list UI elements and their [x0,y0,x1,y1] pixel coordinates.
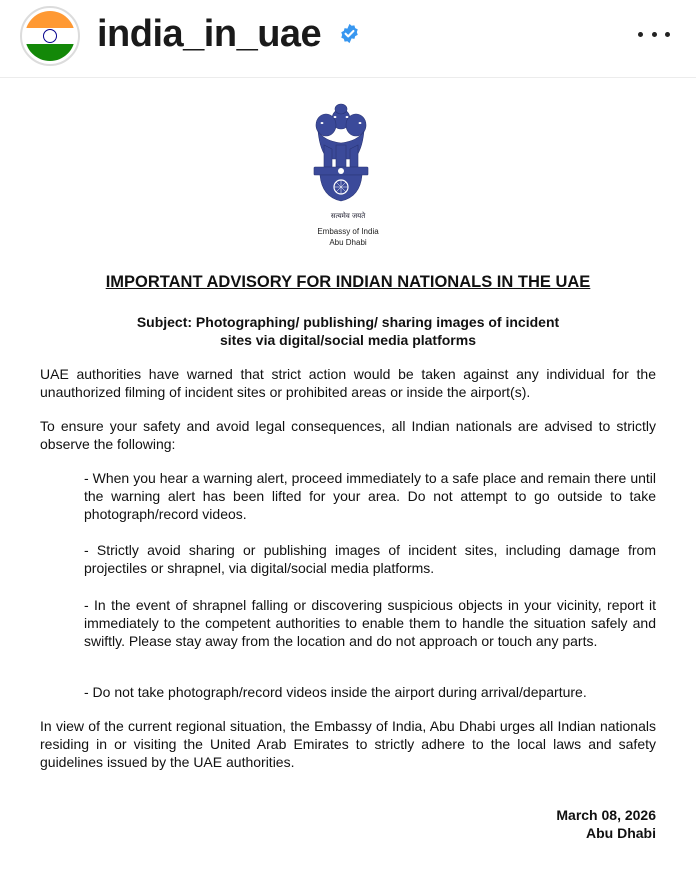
username[interactable]: india_in_uae [97,13,322,55]
more-options-icon[interactable] [634,22,674,46]
advisory-point: - Do not take photograph/record videos inside the airport during arrival/departure. [84,684,587,700]
post-header [0,0,696,78]
paragraph-intro: UAE authorities have warned that strict action would be taken against any individual for the unauthorized filming of incident sites or prohibited areas or inside the airport(s). [40,366,656,400]
embassy-city: Abu Dhabi [329,238,367,247]
letter-date: March 08, 2026 [556,807,656,823]
post-image [0,79,696,885]
advisory-point: - When you hear a warning alert, proceed immediately to a safe place and remain there until the warning alert has been lifted for your area. Do not attempt to go outside to take photograph/record videos. [84,470,656,522]
advisory-title: IMPORTANT ADVISORY FOR INDIAN NATIONALS IN THE UAE [105,273,591,291]
embassy-name: Embassy of India [317,227,379,236]
national-emblem-icon [302,101,380,211]
advisory-subject: Subject: Photographing/ publishing/ sharing images of incident sites via digital/social media platforms [136,314,560,348]
avatar[interactable] [20,6,80,66]
emblem-motto: सत्यमेव जयते [330,212,366,220]
india-flag-icon [25,11,75,61]
verified-badge-icon [339,23,360,44]
advisory-point: - Strictly avoid sharing or publishing images of incident sites, including damage from projectiles or shrapnel, via digital/social media platforms. [84,542,656,576]
advisory-point: - In the event of shrapnel falling or discovering suspicious objects in your vicinity, report it immediately to the competent authorities to enable them to handle the situation safely and swiftly. Please stay away from the location and do not approach or touch any parts. [84,597,656,649]
paragraph-advice: To ensure your safety and avoid legal consequences, all Indian nationals are advised to strictly observe the following: [40,418,656,452]
paragraph-closing: In view of the current regional situation, the Embassy of India, Abu Dhabi urges all Indian nationals residing in or visiting the United Arab Emirates to strictly adhere to the local laws and safety guidelines issued by the UAE authorities. [40,718,656,770]
letter-place: Abu Dhabi [586,825,656,841]
